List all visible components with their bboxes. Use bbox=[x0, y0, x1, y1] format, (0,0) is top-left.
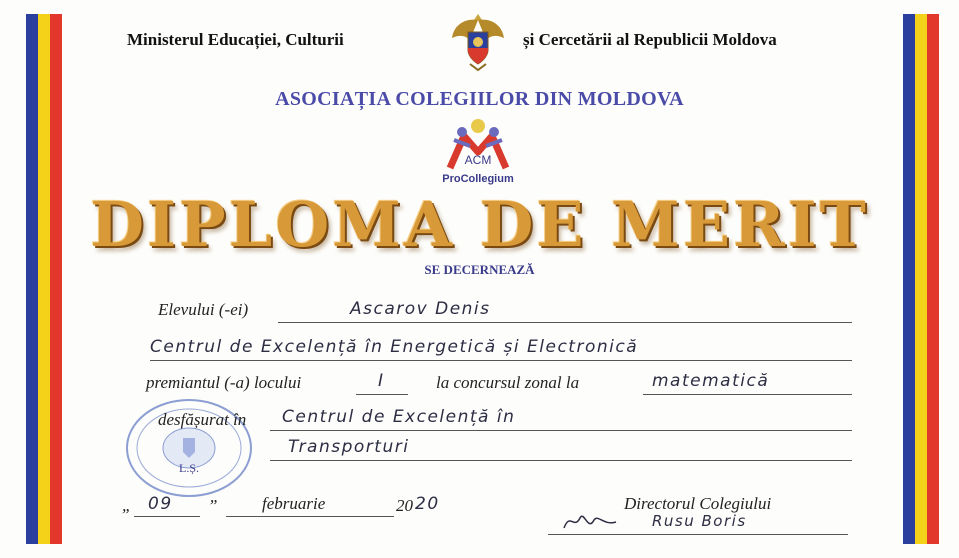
awarded-label: SE DECERNEAZĂ bbox=[424, 262, 535, 277]
subject-line bbox=[643, 394, 852, 395]
venue-value-1: Centrul de Excelență în bbox=[282, 407, 516, 427]
stamp-ls: L.Ș. bbox=[178, 461, 200, 475]
association-name: ASOCIAȚIA COLEGIILOR DIN MOLDOVA bbox=[275, 88, 684, 110]
date-close-quote: ” bbox=[208, 496, 218, 515]
logo-text: ACM bbox=[464, 153, 492, 167]
date-day: 09 bbox=[148, 494, 173, 514]
day-line bbox=[134, 516, 200, 517]
logo-subtitle: ProCollegium bbox=[442, 173, 514, 185]
director-title: Directorul Colegiului bbox=[624, 494, 772, 513]
date-month: februarie bbox=[262, 494, 326, 513]
signature-line bbox=[548, 534, 848, 535]
year-suffix: 20 bbox=[415, 494, 440, 514]
institution-line bbox=[150, 360, 852, 361]
coat-of-arms-icon bbox=[448, 10, 508, 72]
director-name: Rusu Boris bbox=[652, 512, 747, 530]
ministry-right: și Cercetării al Republicii Moldova bbox=[523, 30, 777, 49]
institution-value: Centrul de Excelență în Energetică și Electronică bbox=[150, 337, 639, 357]
student-line bbox=[278, 322, 852, 323]
place-line bbox=[356, 394, 408, 395]
place-value: I bbox=[378, 371, 385, 391]
month-line bbox=[226, 516, 394, 517]
venue-line-2 bbox=[270, 460, 852, 461]
signature-scribble-icon bbox=[560, 508, 620, 534]
student-label: Elevului (-ei) bbox=[158, 300, 249, 319]
year-prefix: 20 bbox=[396, 496, 413, 515]
contest-label: la concursul zonal la bbox=[436, 373, 580, 392]
venue-line-1 bbox=[270, 430, 852, 431]
held-label: desfășurat în bbox=[158, 410, 247, 429]
venue-value-2: Transporturi bbox=[288, 437, 410, 457]
date-open-quote: „ bbox=[122, 496, 132, 515]
place-label: premiantul (-a) locului bbox=[146, 373, 302, 392]
subject-value: matematică bbox=[652, 371, 770, 391]
student-name: Ascarov Denis bbox=[350, 299, 491, 319]
diploma-title: DIPLOMA DE MERIT bbox=[90, 188, 869, 261]
ministry-left: Ministerul Educației, Culturii bbox=[127, 30, 344, 49]
